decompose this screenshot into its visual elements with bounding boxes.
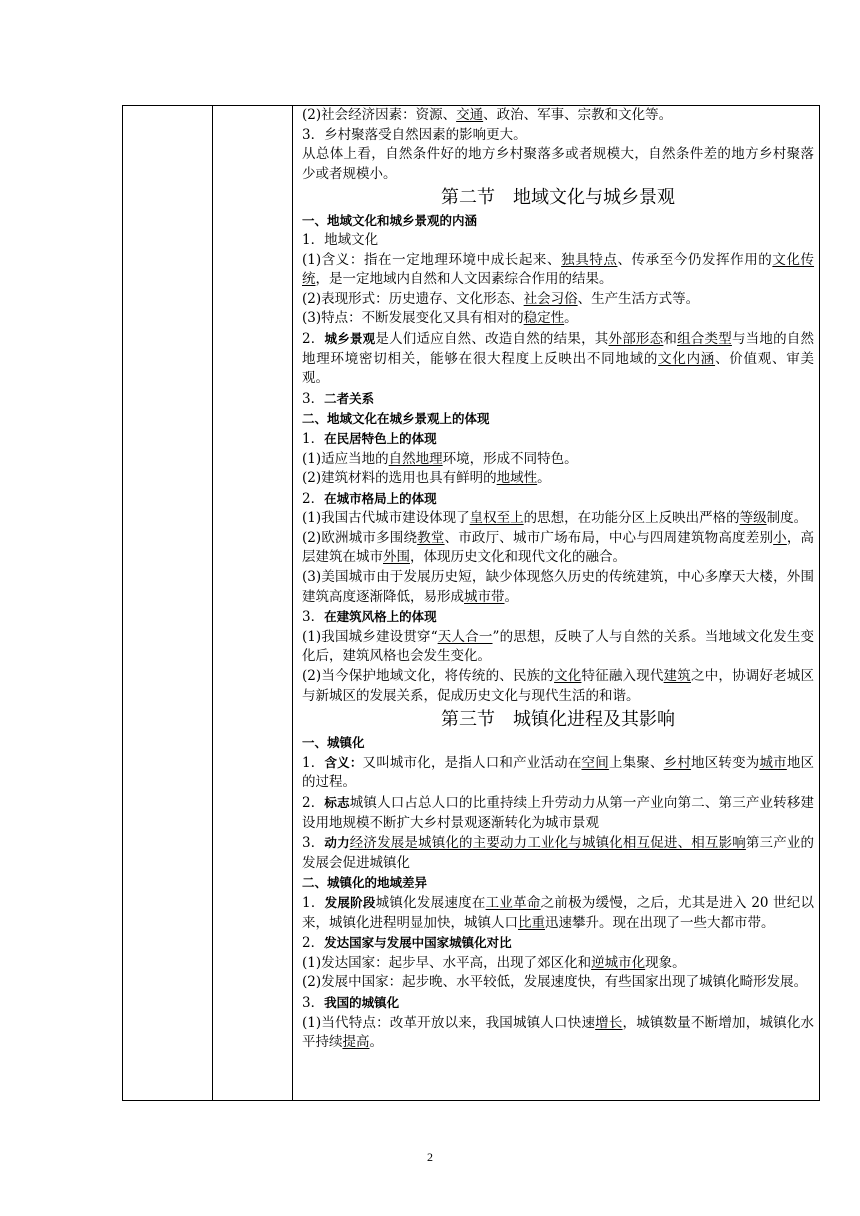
paragraph: [302, 993, 814, 1014]
underlined-key-term: 工业革命: [485, 894, 541, 911]
table-content-cell: [302, 106, 814, 1053]
underlined-key-term: 稳定性: [523, 310, 565, 327]
document-table: [122, 105, 820, 1101]
text-run: 。: [564, 310, 578, 327]
paragraph: [302, 469, 814, 489]
text-run: 、市政厅、城市广场布局，中心与四周建筑物高度差别: [444, 529, 774, 546]
subsection-heading: [302, 211, 814, 231]
paragraph: [302, 106, 814, 126]
paragraph: [302, 290, 814, 310]
paragraph: [302, 667, 814, 706]
text-run: ，是一定地域内自然和人文因素综合作用的结果。: [315, 271, 613, 288]
paragraph: [302, 933, 814, 954]
paragraph: [302, 126, 814, 146]
underlined-key-term: 地域性: [496, 470, 538, 487]
paragraph: [302, 509, 814, 529]
text-run: (1)我国城乡建设贯穿“: [302, 628, 438, 645]
text-run: 迅速攀升。现在出现了一些大都市带。: [545, 914, 775, 931]
underlined-key-term: 文化: [554, 668, 582, 685]
text-run: 制度。: [766, 510, 808, 527]
text-run: 之前极为缓慢，之后，尤其是进入 20 世纪以来，城镇化进程明显加快，城镇人口: [302, 894, 815, 931]
paragraph: [302, 973, 814, 993]
text-run: 环境，形成不同特色。: [442, 450, 578, 467]
paragraph: [302, 429, 814, 450]
bold-term: 城乡景观: [324, 330, 376, 346]
text-run: 又叫城市化，是指人口和产业活动在: [362, 754, 582, 771]
underlined-key-term: 增长: [595, 1014, 623, 1031]
paragraph: [302, 954, 814, 974]
text-run: 3．乡村聚落受自然因素的影响更大。: [302, 126, 527, 143]
text-run: 。: [537, 470, 551, 487]
underlined-key-term: 皇权至上: [469, 510, 524, 527]
text-run: (2)欧洲城市多围绕: [302, 529, 418, 546]
paragraph: [302, 489, 814, 510]
paragraph: [302, 145, 814, 184]
text-run: 特征融入现代: [581, 668, 664, 685]
text-run: 第三节 城镇化进程及其影响: [441, 709, 675, 731]
underlined-key-term: 乡村: [663, 754, 692, 771]
text-run: 二、地域文化在城乡景观上的体现: [302, 411, 490, 427]
paragraph: [302, 450, 814, 470]
text-run: ，体现历史文化和现代文化的融合。: [410, 549, 626, 566]
underlined-key-term: 外围: [383, 549, 410, 566]
underlined-key-term: 自然地理: [388, 450, 443, 467]
text-run: 、生产生活方式等。: [577, 290, 700, 307]
text-run: 1．: [302, 430, 325, 447]
text-run: 1．地域文化: [302, 231, 379, 248]
text-run: (1)当代特点：改革开放以来，我国城镇人口快速: [302, 1014, 596, 1031]
text-run: (2)建筑材料的选用也具有鲜明的: [302, 470, 497, 487]
text-run: (1)含义：指在一定地理环境中成长起来、: [302, 251, 562, 268]
text-run: 上集聚、: [608, 754, 664, 771]
paragraph: [302, 833, 814, 873]
text-run: 。: [369, 1034, 383, 1051]
text-run: (1)我国古代城市建设体现了: [302, 510, 470, 527]
paragraph: [302, 231, 814, 251]
subsection-heading: [302, 409, 814, 429]
text-run: 2．: [302, 795, 325, 811]
paragraph: [302, 389, 814, 410]
text-run: ，高层建筑在城市: [302, 529, 815, 566]
text-run: (2)社会经济因素：资源、: [302, 107, 457, 123]
table-column-divider: [292, 106, 293, 1100]
text-run: 地区转变为: [691, 754, 760, 771]
text-run: 城镇人口占总人口的比重持续上升劳动力从第一产业向第二、第三产业转移建设用地规模不断扩大乡村景观逐渐转化为城市景观: [302, 795, 815, 831]
text-run: 一、城镇化: [302, 735, 365, 751]
text-run: 的思想，在功能分区上反映出严格的: [523, 510, 740, 527]
text-run: 与当地的自然地理环境密切相关，能够在很大程度上反映出不同地域的: [302, 330, 815, 367]
text-run: 一、地域文化和城乡景观的内涵: [302, 213, 478, 229]
underlined-key-term: 外部形态: [608, 330, 664, 347]
underlined-key-term: 城市: [759, 754, 787, 771]
underlined-key-term: 天人合一: [437, 628, 493, 645]
text-run: 3．: [302, 994, 325, 1011]
underlined-key-term: 比重: [518, 914, 545, 931]
text-run: (3)特点：不断发展变化又具有相对的: [302, 310, 524, 327]
paragraph: [302, 568, 814, 607]
bold-term: 发展阶段: [324, 894, 376, 910]
paragraph: [302, 893, 814, 933]
paragraph: [302, 1014, 814, 1053]
underlined-key-term: 社会习俗: [523, 290, 578, 307]
text-run: 2．: [302, 330, 325, 347]
section-title: [302, 184, 814, 211]
underlined-key-term: 组合类型: [677, 330, 732, 347]
text-run: 和: [663, 330, 678, 347]
text-run: (2)当今保护地域文化，将传统的、民族的: [302, 668, 555, 685]
bold-term: 动力: [324, 835, 350, 851]
text-run: 第三产业的发展会促进城镇化: [302, 835, 815, 871]
text-run: 第二节 地域文化与城乡景观: [441, 187, 675, 209]
bold-term: 在建筑风格上的体现: [324, 609, 437, 625]
bold-term: 标志: [324, 795, 350, 810]
text-run: (2)表现形式：历史遗存、文化形态、: [302, 290, 524, 307]
text-run: 。: [504, 588, 518, 605]
text-run: 地区的过程。: [302, 754, 815, 791]
text-run: 之中，协调好老城区与新城区的发展关系，促成历史文化与现代生活的和谐。: [302, 668, 815, 704]
text-run: 2．: [302, 935, 325, 952]
text-run: 1．: [302, 754, 325, 771]
section-title: [302, 706, 814, 733]
text-run: 从总体上看，自然条件好的地方乡村聚落多或者规模大，自然条件差的地方乡村聚落少或者规模小。: [302, 146, 814, 182]
paragraph: [302, 529, 814, 568]
bold-term: 二者关系: [324, 390, 375, 406]
subsection-heading: [302, 733, 814, 753]
paragraph: [302, 251, 814, 290]
underlined-key-term: 交通: [456, 107, 484, 123]
text-run: 、传承至今仍发挥作用的: [617, 251, 773, 268]
paragraph: [302, 329, 814, 389]
underlined-key-term: 提高: [342, 1034, 370, 1051]
bold-term: 在民居特色上的体现: [324, 430, 437, 446]
underlined-key-term: 空间: [581, 754, 609, 771]
text-run: (1)适应当地的: [302, 450, 389, 467]
paragraph: [302, 309, 814, 329]
bold-term: 发达国家与发展中国家城镇化对比: [324, 935, 512, 951]
text-run: 2．: [302, 490, 325, 507]
underlined-key-term: 建筑: [663, 668, 691, 685]
paragraph: [302, 628, 814, 667]
text-run: ”的思想，反映了人与自然的关系。当地域文化发生变化后，建筑风格也会发生变化。: [302, 628, 814, 665]
bold-term: 含义：: [324, 754, 363, 770]
text-run: (3)美国城市由于发展历史短，缺少体现悠久历史的传统建筑，中心多摩天大楼，外围建筑高度逐渐降低，易形成: [302, 569, 814, 605]
underlined-key-term: 小: [773, 529, 787, 546]
text-run: 城镇化发展速度在: [375, 894, 486, 911]
text-run: 、价值观、审美观。: [302, 350, 815, 387]
text-run: 是人们适应自然、改造自然的结果，其: [375, 330, 609, 347]
underlined-key-term: 城市带: [464, 588, 505, 605]
text-run: ，城镇数量不断增加，城镇化水平持续: [302, 1014, 815, 1051]
underlined-key-term: 教堂: [417, 529, 445, 546]
underlined-key-term: 文化传统: [302, 251, 815, 288]
text-run: 1．: [302, 894, 325, 911]
underlined-key-term: 独具特点: [561, 251, 618, 268]
subsection-heading: [302, 873, 814, 893]
table-column-divider: [212, 106, 213, 1100]
text-run: (2)发展中国家：起步晚、水平较低，发展速度快，有些国家出现了城镇化畸形发展。: [302, 974, 808, 991]
underlined-key-term: 经济发展是城镇化的主要动力工业化与城镇化相互促进、相互影响: [349, 835, 746, 852]
page-number: 2: [427, 1150, 433, 1164]
underlined-key-term: 文化内涵: [658, 350, 716, 367]
text-run: 3．: [302, 609, 325, 626]
paragraph: [302, 793, 814, 833]
paragraph: [302, 607, 814, 628]
text-run: 现象。: [645, 954, 686, 971]
underlined-key-term: 等级: [739, 510, 767, 527]
bold-term: 我国的城镇化: [324, 994, 400, 1010]
text-run: 3．: [302, 835, 325, 852]
text-run: 、政治、军事、宗教和文化等。: [483, 107, 673, 123]
text-run: 二、城镇化的地域差异: [302, 875, 428, 891]
text-run: 3．: [302, 390, 325, 407]
text-run: (1)发达国家：起步早、水平高，出现了郊区化和: [302, 954, 592, 971]
paragraph: [302, 753, 814, 793]
underlined-key-term: 逆城市化: [591, 954, 646, 971]
bold-term: 在城市格局上的体现: [324, 490, 437, 506]
